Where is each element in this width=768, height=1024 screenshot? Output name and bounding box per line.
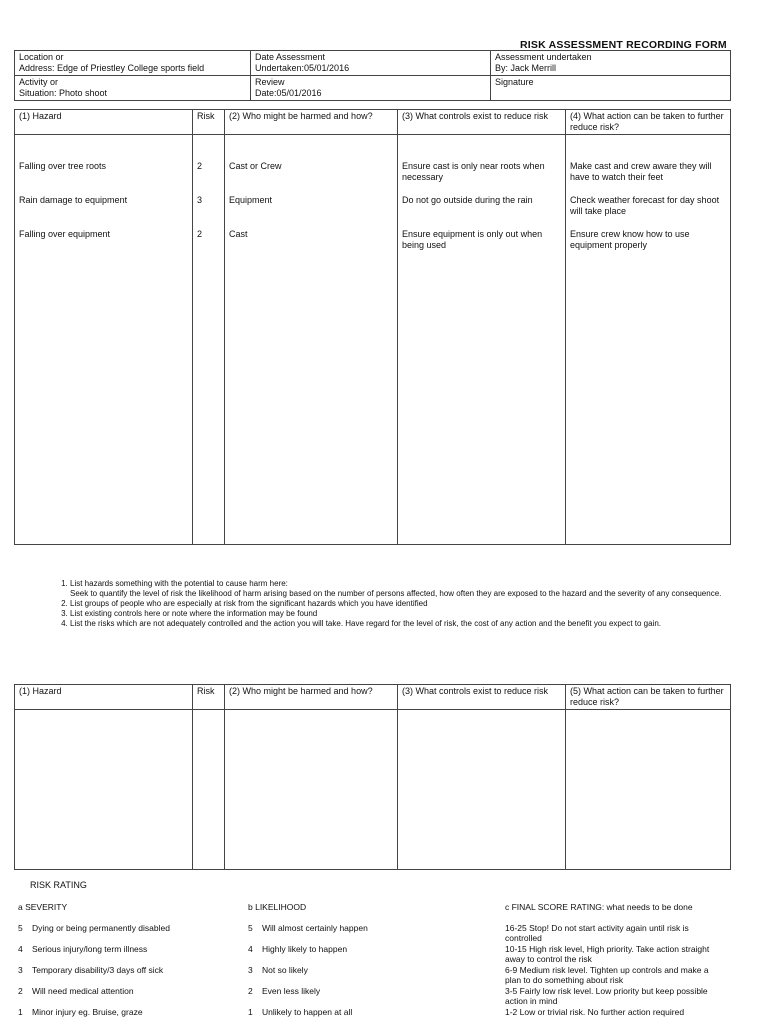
severity-item bbox=[18, 944, 147, 954]
likelihood-item bbox=[248, 986, 320, 996]
risk-assessment-table bbox=[14, 109, 731, 545]
action-entry: Ensure crew know how to use equipment properly bbox=[570, 229, 690, 250]
hazard-column bbox=[15, 710, 193, 870]
severity-item bbox=[18, 965, 163, 975]
hazard-entry: Falling over equipment bbox=[19, 229, 111, 239]
controls-entry: Do not go outside during the rain bbox=[402, 195, 533, 205]
severity-item bbox=[18, 923, 170, 933]
action-entry: Check weather forecast for day shoot will take place bbox=[570, 195, 720, 216]
situation-value: Situation: Photo shoot bbox=[19, 88, 108, 98]
undertaken-date: Undertaken:05/01/2016 bbox=[255, 63, 350, 73]
activity-cell bbox=[15, 76, 251, 101]
header-info-table bbox=[14, 50, 731, 101]
risk-column bbox=[193, 135, 225, 545]
risk-header: Risk bbox=[193, 110, 225, 135]
controls-header: (3) What controls exist to reduce risk bbox=[398, 685, 566, 710]
note-item: 3. List existing controls here or note where the information may be found bbox=[70, 609, 732, 619]
likelihood-heading: b LIKELIHOOD bbox=[248, 902, 307, 912]
risk-entry: 2 bbox=[197, 161, 203, 171]
final-score-item: 16-25 Stop! Do not start activity again until risk is controlled bbox=[505, 923, 689, 943]
severity-item bbox=[18, 1007, 143, 1017]
severity-level: 1 bbox=[18, 1007, 23, 1017]
location-cell bbox=[15, 51, 251, 76]
who-header: (2) Who might be harmed and how? bbox=[225, 110, 398, 135]
risk-column bbox=[193, 710, 225, 870]
severity-text: Serious injury/long term illness bbox=[32, 944, 148, 954]
note-subtext: Seek to quantify the level of risk the likelihood of harm arising based on the number of persons affected, how often they are exposed to the hazard and the severity of any consequence. bbox=[70, 589, 722, 598]
likelihood-item bbox=[248, 944, 347, 954]
hazard-entry: Rain damage to equipment bbox=[19, 195, 128, 205]
final-score-item: 3-5 Fairly low risk level. Low priority but keep possible action in mind bbox=[505, 986, 708, 1006]
likelihood-level: 4 bbox=[248, 944, 253, 954]
risk-entry: 3 bbox=[197, 195, 203, 205]
note-item bbox=[70, 579, 732, 599]
who-entry: Equipment bbox=[229, 195, 273, 205]
action-column bbox=[566, 135, 731, 545]
note-item: 2. List groups of people who are especially at risk from the significant hazards which you have identified bbox=[70, 599, 732, 609]
who-entry: Cast or Crew bbox=[229, 161, 282, 171]
form-title: RISK ASSESSMENT RECORDING FORM bbox=[520, 39, 727, 51]
risk-rating-title: RISK RATING bbox=[30, 880, 87, 890]
controls-column bbox=[398, 135, 566, 545]
final-score-item: 10-15 High risk level, High priority. Take action straight away to control the risk bbox=[505, 944, 710, 964]
final-score-column bbox=[505, 902, 730, 1024]
severity-heading: a SEVERITY bbox=[18, 902, 68, 912]
hazard-entry: Falling over tree roots bbox=[19, 161, 107, 171]
hazard-column bbox=[15, 135, 193, 545]
severity-level: 5 bbox=[18, 923, 23, 933]
controls-entry: Ensure equipment is only out when being used bbox=[402, 229, 543, 250]
hazard-header: (1) Hazard bbox=[15, 110, 193, 135]
likelihood-level: 2 bbox=[248, 986, 253, 996]
likelihood-text: Unlikely to happen at all bbox=[262, 1007, 353, 1017]
blank-risk-table bbox=[14, 684, 731, 870]
review-cell bbox=[251, 76, 491, 101]
action-header: (4) What action can be taken to further reduce risk? bbox=[566, 110, 731, 135]
likelihood-item bbox=[248, 923, 368, 933]
address-value: Address: Edge of Priestley College sports field bbox=[19, 63, 205, 73]
likelihood-text: Even less likely bbox=[262, 986, 321, 996]
date-assessment-label: Date Assessment bbox=[255, 52, 326, 62]
final-score-item: 6-9 Medium risk level. Tighten up controls and make a plan to do something about risk bbox=[505, 965, 709, 985]
severity-item bbox=[18, 986, 134, 996]
risk-entry: 2 bbox=[197, 229, 203, 239]
final-score-item: 1-2 Low or trivial risk. No further action required bbox=[505, 1007, 685, 1017]
review-label: Review bbox=[255, 77, 285, 87]
review-date: Date:05/01/2016 bbox=[255, 88, 322, 98]
controls-header: (3) What controls exist to reduce risk bbox=[398, 110, 566, 135]
assessment-undertaken-label: Assessment undertaken bbox=[495, 52, 592, 62]
severity-text: Temporary disability/3 days off sick bbox=[32, 965, 164, 975]
likelihood-text: Highly likely to happen bbox=[262, 944, 348, 954]
risk-header: Risk bbox=[193, 685, 225, 710]
controls-column bbox=[398, 710, 566, 870]
likelihood-level: 1 bbox=[248, 1007, 253, 1017]
likelihood-item bbox=[248, 965, 308, 975]
severity-column bbox=[18, 902, 238, 1022]
assessor-name: By: Jack Merrill bbox=[495, 63, 557, 73]
activity-label: Activity or bbox=[19, 77, 59, 87]
assessment-by-cell bbox=[491, 51, 731, 76]
likelihood-item bbox=[248, 1007, 352, 1017]
severity-level: 2 bbox=[18, 986, 23, 996]
instructions-notes bbox=[56, 579, 732, 629]
action-entry: Make cast and crew aware they will have to watch their feet bbox=[570, 161, 712, 182]
who-entry: Cast bbox=[229, 229, 248, 239]
note-text: List hazards something with the potential to cause harm here: bbox=[70, 579, 288, 588]
likelihood-level: 3 bbox=[248, 965, 253, 975]
action-header: (5) What action can be taken to further reduce risk? bbox=[566, 685, 731, 710]
signature-cell bbox=[491, 76, 731, 101]
location-label: Location or bbox=[19, 52, 64, 62]
final-score-heading: c FINAL SCORE RATING: what needs to be done bbox=[505, 902, 693, 912]
controls-entry: Ensure cast is only near roots when necessary bbox=[402, 161, 545, 182]
severity-text: Will need medical attention bbox=[32, 986, 134, 996]
severity-level: 3 bbox=[18, 965, 23, 975]
likelihood-text: Not so likely bbox=[262, 965, 308, 975]
likelihood-text: Will almost certainly happen bbox=[262, 923, 368, 933]
severity-text: Dying or being permanently disabled bbox=[32, 923, 170, 933]
action-column bbox=[566, 710, 731, 870]
hazard-header: (1) Hazard bbox=[15, 685, 193, 710]
severity-text: Minor injury eg. Bruise, graze bbox=[32, 1007, 143, 1017]
date-assessment-cell bbox=[251, 51, 491, 76]
signature-label: Signature bbox=[495, 77, 534, 87]
who-column bbox=[225, 135, 398, 545]
who-column bbox=[225, 710, 398, 870]
who-header: (2) Who might be harmed and how? bbox=[225, 685, 398, 710]
note-item: 4. List the risks which are not adequately controlled and the action you will take. Have regard for the level of risk, the cost of any action and the benefit you expect to gain. bbox=[70, 619, 732, 629]
likelihood-column bbox=[248, 902, 468, 1022]
severity-level: 4 bbox=[18, 944, 23, 954]
likelihood-level: 5 bbox=[248, 923, 253, 933]
